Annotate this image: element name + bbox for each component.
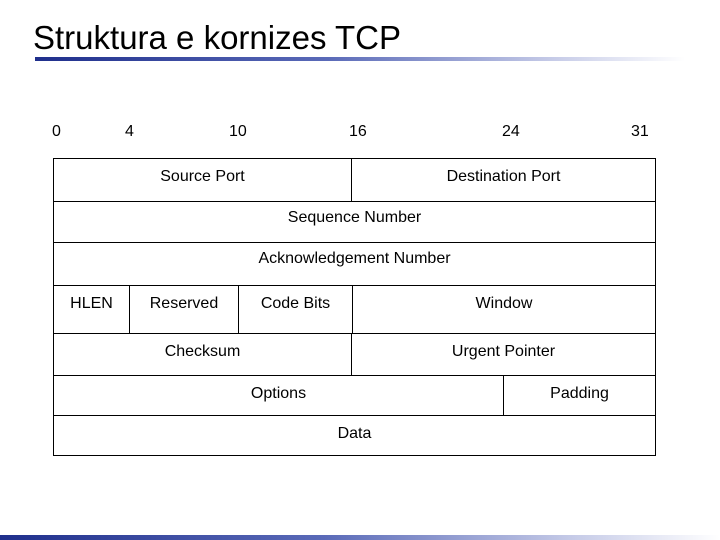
row-data [53, 416, 656, 456]
title-underline [35, 57, 685, 61]
row-sequence [53, 202, 656, 243]
row-acknowledgement [53, 243, 656, 286]
field-data: Data [337, 425, 372, 442]
field-destination-port: Destination Port [351, 159, 655, 201]
row-checksum [53, 334, 656, 376]
field-code-bits: Code Bits [238, 286, 352, 333]
field-sequence-number: Sequence Number [287, 209, 422, 226]
field-hlen: HLEN [70, 295, 113, 312]
field-options: Options [250, 385, 307, 402]
bit-label-16: 16 [349, 123, 367, 140]
bit-label-10: 10 [229, 123, 247, 140]
row-control [53, 286, 656, 334]
row-options [53, 376, 656, 416]
field-source-port: Source Port [160, 168, 245, 185]
field-padding: Padding [503, 376, 655, 415]
bit-label-4: 4 [125, 123, 134, 140]
field-acknowledgement-number: Acknowledgement Number [258, 250, 451, 267]
bit-label-31: 31 [631, 123, 649, 140]
footer-rule [0, 535, 720, 540]
field-window: Window [352, 286, 655, 333]
row-ports [53, 158, 656, 202]
slide-title: Struktura e kornizes TCP [33, 19, 402, 56]
field-urgent-pointer: Urgent Pointer [351, 334, 655, 375]
bit-label-24: 24 [502, 123, 520, 140]
field-checksum: Checksum [164, 343, 241, 360]
field-reserved: Reserved [129, 286, 238, 333]
bit-label-0: 0 [52, 123, 61, 140]
